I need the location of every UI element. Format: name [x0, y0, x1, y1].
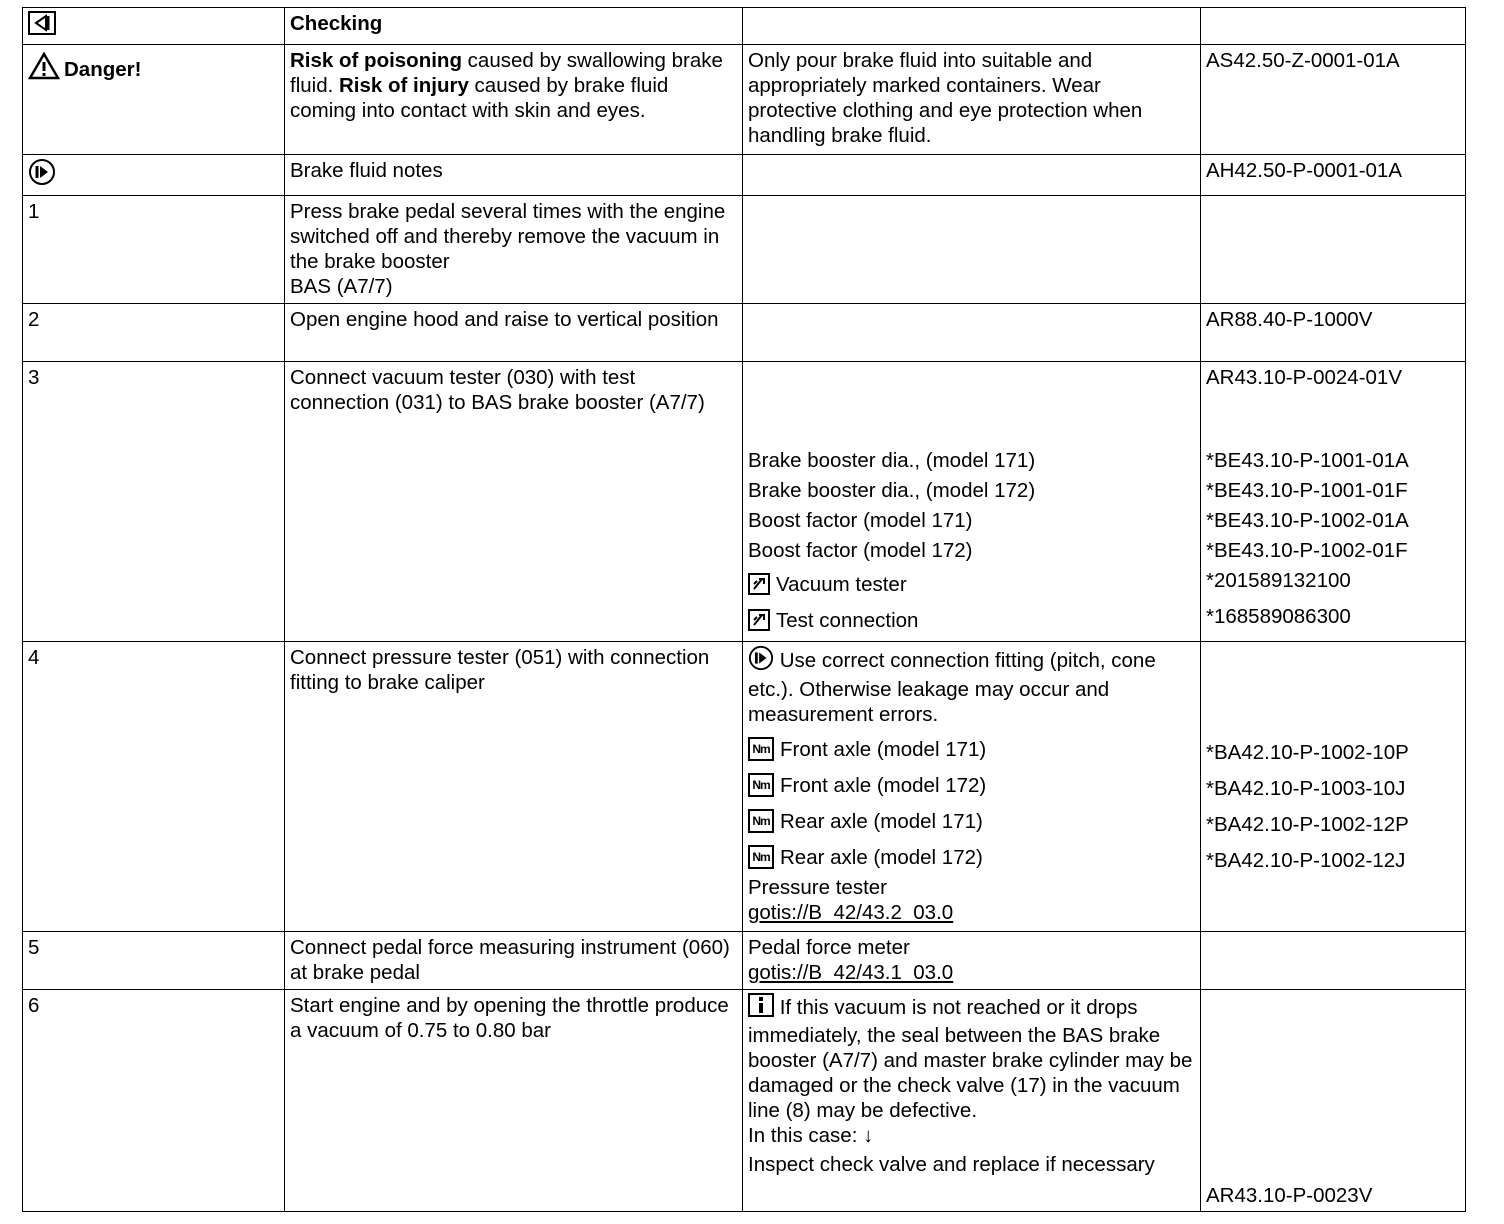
torque-label: Front axle (model 172) — [780, 773, 987, 797]
case-text: In this case: ↓ — [748, 1124, 874, 1147]
torque-label: Rear axle (model 171) — [780, 809, 983, 833]
step-number: 5 — [23, 932, 285, 990]
step-text: Connect vacuum tester (030) with test connection (031) to BAS brake booster (A7/7) — [285, 362, 743, 642]
step-row-4 — [23, 642, 1466, 932]
step-row-2 — [23, 304, 1466, 362]
torque-ref[interactable]: *BA42.10-P-1002-10P — [1206, 741, 1409, 764]
torque-label: Rear axle (model 172) — [780, 845, 983, 869]
torque-ref[interactable]: *BA42.10-P-1002-12J — [1206, 849, 1406, 872]
note-row — [23, 155, 1466, 196]
tool-link[interactable]: gotis://B_42/43.1_03.0 — [748, 961, 954, 984]
detail-ref[interactable]: *BE43.10-P-1001-01F — [1206, 479, 1408, 502]
tool-ref[interactable]: *201589132100 — [1206, 569, 1351, 592]
step-text: Connect pressure tester (051) with connection fitting to brake caliper — [285, 642, 743, 932]
header-row — [23, 8, 1466, 45]
info-text: If this vacuum is not reached or it drops immediately, the seal between the BAS brake booster (A7/7) and master brake cylinder may be damaged or the check valve (17) in the vacuum line (8) may be defective. — [748, 996, 1193, 1122]
detail-ref[interactable]: *BE43.10-P-1001-01A — [1206, 449, 1409, 472]
torque-nm-icon: Nm — [748, 809, 774, 833]
action-ref[interactable]: AR43.10-P-0023V — [1206, 1184, 1373, 1207]
step-number: 1 — [23, 196, 285, 304]
step-number: 4 — [23, 642, 285, 932]
step-number: 2 — [23, 304, 285, 362]
torque-item — [748, 803, 1195, 839]
torque-item — [748, 767, 1195, 803]
step-text: Open engine hood and raise to vertical position — [285, 304, 743, 362]
tool-link[interactable]: gotis://B_42/43.2_03.0 — [748, 901, 954, 924]
step-ref[interactable]: AR88.40-P-1000V — [1201, 304, 1466, 362]
detail-label: Boost factor (model 171) — [748, 509, 973, 532]
step-text-continued: BAS (A7/7) — [290, 275, 393, 298]
info-icon — [748, 993, 774, 1023]
note-icon — [748, 645, 774, 677]
danger-measure-text: Only pour brake fluid into suitable and appropriately marked containers. Wear protective clothing and eye protection when handling brake fluid. — [743, 45, 1201, 155]
danger-risk-text: Risk of poisoning caused by swallowing brake fluid. Risk of injury caused by brake fluid coming into contact with skin and eyes. — [285, 45, 743, 155]
torque-item — [748, 839, 1195, 875]
step-number: 6 — [23, 990, 285, 1212]
detail-label: Brake booster dia., (model 172) — [748, 479, 1036, 502]
torque-ref[interactable]: *BA42.10-P-1002-12P — [1206, 813, 1409, 836]
tool-label: Pressure tester — [748, 876, 887, 899]
special-tool-icon — [748, 573, 770, 595]
danger-row — [23, 45, 1466, 155]
tool-label: Pedal force meter — [748, 936, 910, 959]
info-block — [748, 993, 1195, 1123]
step-number: 3 — [23, 362, 285, 642]
step-text: Start engine and by opening the throttle produce a vacuum of 0.75 to 0.80 bar — [285, 990, 743, 1212]
note-ref[interactable]: AH42.50-P-0001-01A — [1201, 155, 1466, 196]
note-icon — [28, 158, 56, 192]
torque-ref[interactable]: *BA42.10-P-1003-10J — [1206, 777, 1406, 800]
step-row-5 — [23, 932, 1466, 990]
step-text: Press brake pedal several times with the engine switched off and thereby remove the vacuum in the brake booster — [290, 200, 726, 273]
danger-label: Danger! — [64, 57, 142, 81]
step-row-1 — [23, 196, 1466, 304]
procedure-table — [22, 7, 1466, 1212]
tool-item — [748, 602, 1195, 638]
detail-label: Brake booster dia., (model 171) — [748, 449, 1036, 472]
step-row-3 — [23, 362, 1466, 642]
step-ref[interactable]: AR43.10-P-0024-01V — [1206, 366, 1403, 389]
torque-item — [748, 731, 1195, 767]
note-text: Use correct connection fitting (pitch, cone etc.). Otherwise leakage may occur and measurement errors. — [748, 649, 1156, 726]
note-block — [748, 645, 1195, 727]
special-tool-icon — [748, 609, 770, 631]
detail-ref[interactable]: *BE43.10-P-1002-01A — [1206, 509, 1409, 532]
detail-ref[interactable]: *BE43.10-P-1002-01F — [1206, 539, 1408, 562]
torque-nm-icon: Nm — [748, 845, 774, 869]
torque-label: Front axle (model 171) — [780, 737, 987, 761]
torque-nm-icon: Nm — [748, 737, 774, 761]
procedure-icon — [28, 11, 56, 41]
note-text: Brake fluid notes — [285, 155, 743, 196]
danger-ref[interactable]: AS42.50-Z-0001-01A — [1201, 45, 1466, 155]
tool-label: Test connection — [776, 608, 919, 632]
page-title: Checking — [285, 8, 743, 45]
detail-label: Boost factor (model 172) — [748, 539, 973, 562]
torque-nm-icon: Nm — [748, 773, 774, 797]
action-text: Inspect check valve and replace if necessary — [748, 1153, 1155, 1176]
header-icon-cell — [23, 8, 285, 45]
step-text: Connect pedal force measuring instrument (060) at brake pedal — [285, 932, 743, 990]
step-row-6 — [23, 990, 1466, 1212]
warning-triangle-icon — [28, 52, 60, 86]
tool-item — [748, 566, 1195, 602]
tool-label: Vacuum tester — [776, 572, 907, 596]
tool-ref[interactable]: *168589086300 — [1206, 605, 1351, 628]
